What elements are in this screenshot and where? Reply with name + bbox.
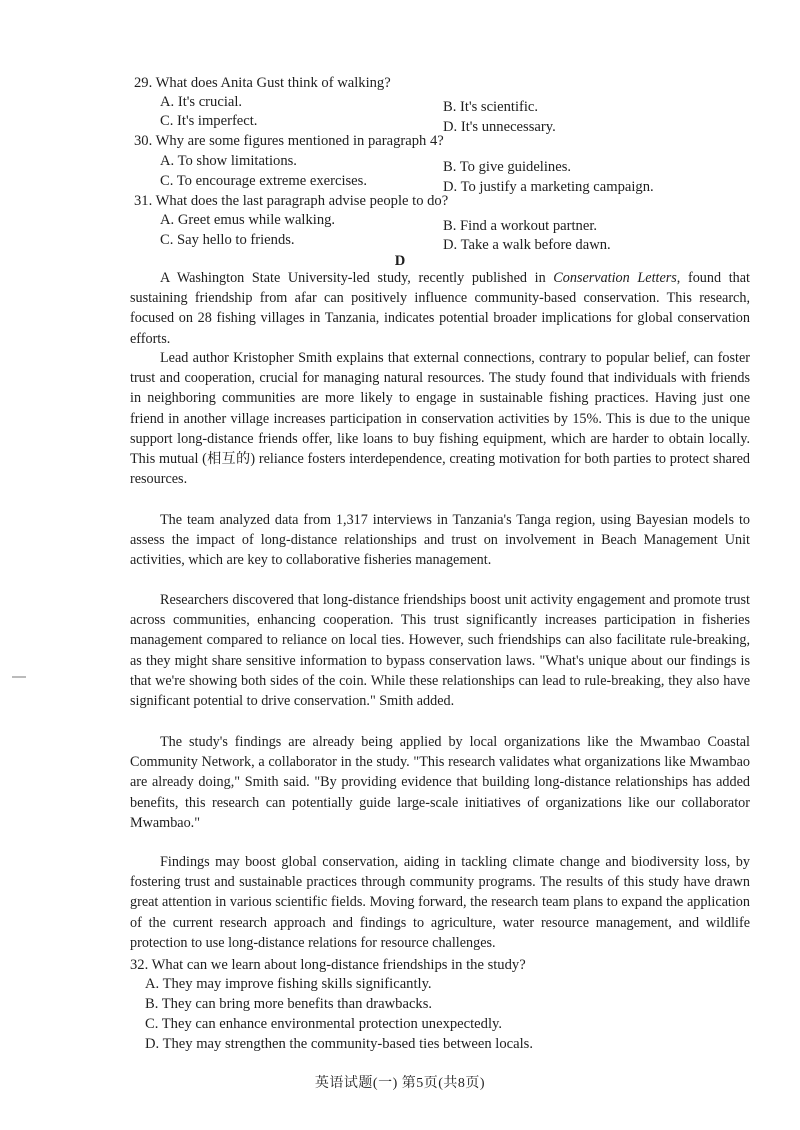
paragraph-1-intro: A Washington State University-led study, recently published in <box>160 270 554 286</box>
question-32-option-c: C. They can enhance environmental protection unexpectedly. <box>145 1016 503 1032</box>
question-31-option-c: C. Say hello to friends. <box>160 232 295 248</box>
question-29-option-b: B. It's scientific. <box>443 99 539 115</box>
paragraph-1-rest: , found that sustaining friendship from afar can positively influence community-based conservation. This research, focused on 28 fishing villages in Tanzania, indicates potential broader implications for global conservation efforts. <box>130 270 750 347</box>
question-32-stem: 32. What can we learn about long-distance friendships in the study? <box>130 957 526 973</box>
passage-paragraph-6: Findings may boost global conservation, aiding in tackling climate change and biodiversity loss, by fostering trust and sustainable practices through community programs. The results of this study have drawn great attention in various scientific fields. Moving forward, the research team plans to expand the application of the current research approach and findings to agriculture, water resource management, and wildlife protection to use long-distance relations for resource challenges. <box>130 854 750 951</box>
question-30-option-a: A. To show limitations. <box>160 153 297 169</box>
journal-title: Conservation Letters <box>553 270 677 286</box>
passage-paragraph-2: Lead author Kristopher Smith explains that external connections, contrary to popular belief, can foster trust and cooperation, crucial for managing natural resources. The study found that individuals with friends in neighboring communities are more likely to engage in sustainable fishing practices. Having just one friend in another village increases participation in conservation activities by 15%. This is due to the unique support long-distance friends offer, like loans to buy fishing equipment, which are harder to obtain locally. This mutual (相互的) reliance fosters interdependence, creating motivation for both parties to protect shared resources. <box>130 350 750 488</box>
question-29-option-c: C. It's imperfect. <box>160 113 258 129</box>
passage-paragraph-1 <box>130 268 750 349</box>
passage-paragraph-5: The study's findings are already being applied by local organizations like the Mwambao Coastal Community Network, a collaborator in the study. "This research validates what organizations like Mwambao are already doing," Smith said. "By providing evidence that building long-distance relationships has added benefits, this research can potentially guide large-scale initiatives of organizations like our collaborator Mwambao." <box>130 734 750 831</box>
question-30-option-d: D. To justify a marketing campaign. <box>443 179 654 195</box>
question-30-stem: 30. Why are some figures mentioned in paragraph 4? <box>134 133 444 149</box>
question-29-stem: 29. What does Anita Gust think of walking? <box>134 75 391 91</box>
question-29-option-a: A. It's crucial. <box>160 94 243 110</box>
question-31-option-b: B. Find a workout partner. <box>443 218 598 234</box>
question-30-option-c: C. To encourage extreme exercises. <box>160 173 367 189</box>
question-32-option-b: B. They can bring more benefits than drawbacks. <box>145 996 433 1012</box>
passage-paragraph-4: Researchers discovered that long-distance friendships boost unit activity engagement and promote trust across communities, enhancing cooperation. This trust significantly increases participation in fisheries management compared to reliance on local ties. However, such friendships can also facilitate rule-breaking, as they might share sensitive information to bypass conservation laws. "What's unique about our findings is that we're showing both sides of the coin. While these relationships can lead to rule-breaking, they also have significant potential to drive conservation." Smith added. <box>130 592 750 710</box>
question-32-option-d: D. They may strengthen the community-based ties between locals. <box>145 1036 533 1052</box>
page-footer: 英语试题(一) 第5页(共8页) <box>314 1076 486 1091</box>
question-29-option-d: D. It's unnecessary. <box>443 119 556 135</box>
scan-mark <box>12 676 26 678</box>
question-31-option-a: A. Greet emus while walking. <box>160 212 336 228</box>
question-31-stem: 31. What does the last paragraph advise people to do? <box>134 193 449 209</box>
question-31-option-d: D. Take a walk before dawn. <box>443 237 611 253</box>
question-32-option-a: A. They may improve fishing skills significantly. <box>145 976 432 992</box>
passage-paragraph-3: The team analyzed data from 1,317 interviews in Tanzania's Tanga region, using Bayesian models to assess the impact of long-distance relationships and trust on involvement in Beach Management Unit activities, which are key to collaborative fisheries management. <box>130 512 750 569</box>
question-30-option-b: B. To give guidelines. <box>443 159 572 175</box>
section-d-heading: D <box>394 253 406 269</box>
